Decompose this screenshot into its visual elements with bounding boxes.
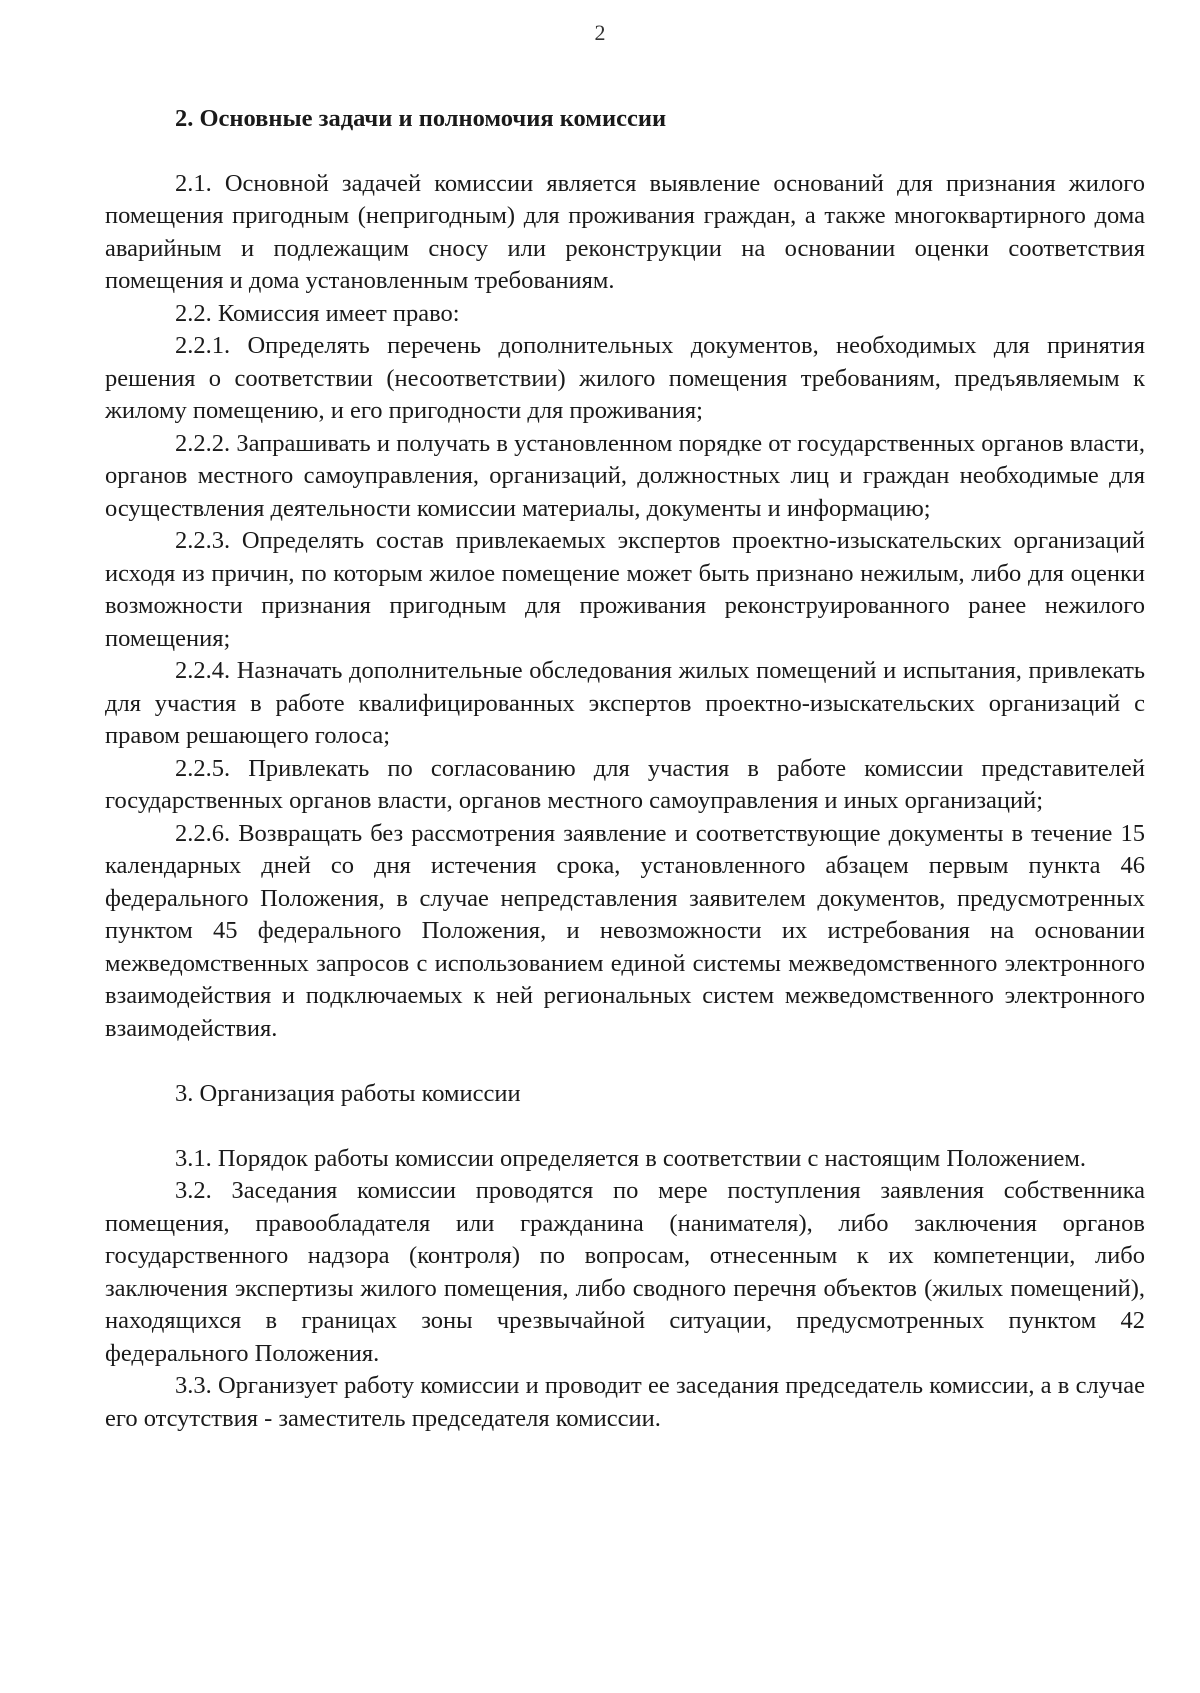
paragraph-2-2-5: 2.2.5. Привлекать по согласованию для участия в работе комиссии представителей государственных органов власти, органов местного самоуправления и иных организаций;	[105, 754, 1145, 814]
paragraph-2-2-1: 2.2.1. Определять перечень дополнительных документов, необходимых для принятия решения о соответствии (несоответствии) жилого помещения требованиям, предъявляемым к жилому помещению, и его пригодности для проживания;	[105, 332, 1145, 424]
paragraph-2-1: 2.1. Основной задачей комиссии является выявление оснований для признания жилого помещения пригодным (непригодным) для проживания граждан, а также многоквартирного дома аварийным и подлежащим сносу или реконструкции на основании оценки соответствия помещения и дома установленным требованиям.	[105, 169, 1145, 294]
paragraph-2-2-6: 2.2.6. Возвращать без рассмотрения заявление и соответствующие документы в течение 15 календарных дней со дня истечения срока, установленного абзацем первым пункта 46 федерального Положения, в случае непредставления заявителем документов, предусмотренных пунктом 45 федерального Положения, и невозможности их истребования на основании межведомственных запросов с использованием единой системы межведомственного электронного взаимодействия и подключаемых к ней региональных систем межведомственного электронного взаимодействия.	[105, 819, 1145, 1042]
paragraph-3-2: 3.2. Заседания комиссии проводятся по мере поступления заявления собственника помещения, правообладателя или гражданина (нанимателя), либо заключения органов государственного надзора (контроля) по вопросам, отнесенным к их компетенции, либо заключения экспертизы жилого помещения, либо сводного перечня объектов (жилых помещений), находящихся в границах зоны чрезвычайной ситуации, предусмотренных пунктом 42 федерального Положения.	[105, 1177, 1145, 1367]
paragraph-2-2-3: 2.2.3. Определять состав привлекаемых экспертов проектно-изыскательских организаций исходя из причин, по которым жилое помещение может быть признано нежилым, либо для оценки возможности признания пригодным для проживания реконструированного ранее нежилого помещения;	[105, 527, 1145, 652]
paragraph-3-3: 3.3. Организует работу комиссии и проводит ее заседания председатель комиссии, а в случае его отсутствия - заместитель председателя комиссии.	[105, 1372, 1145, 1432]
paragraph-3-1: 3.1. Порядок работы комиссии определяется в соответствии с настоящим Положением.	[175, 1144, 1087, 1172]
page-number: 2	[594, 20, 606, 45]
paragraph-2-2: 2.2. Комиссия имеет право:	[175, 299, 460, 327]
paragraph-2-2-4: 2.2.4. Назначать дополнительные обследования жилых помещений и испытания, привлекать для участия в работе квалифицированных экспертов проектно-изыскательских организаций с правом решающего голоса;	[105, 657, 1145, 749]
section-3-heading: 3. Организация работы комиссии	[175, 1080, 521, 1107]
paragraph-2-2-2: 2.2.2. Запрашивать и получать в установленном порядке от государственных органов власти, органов местного самоуправления, организаций, должностных лиц и граждан необходимые для осуществления деятельности комиссии материалы, документы и информацию;	[105, 429, 1145, 522]
document-body	[105, 103, 1145, 1435]
section-2-heading: 2. Основные задачи и полномочия комиссии	[175, 105, 667, 132]
